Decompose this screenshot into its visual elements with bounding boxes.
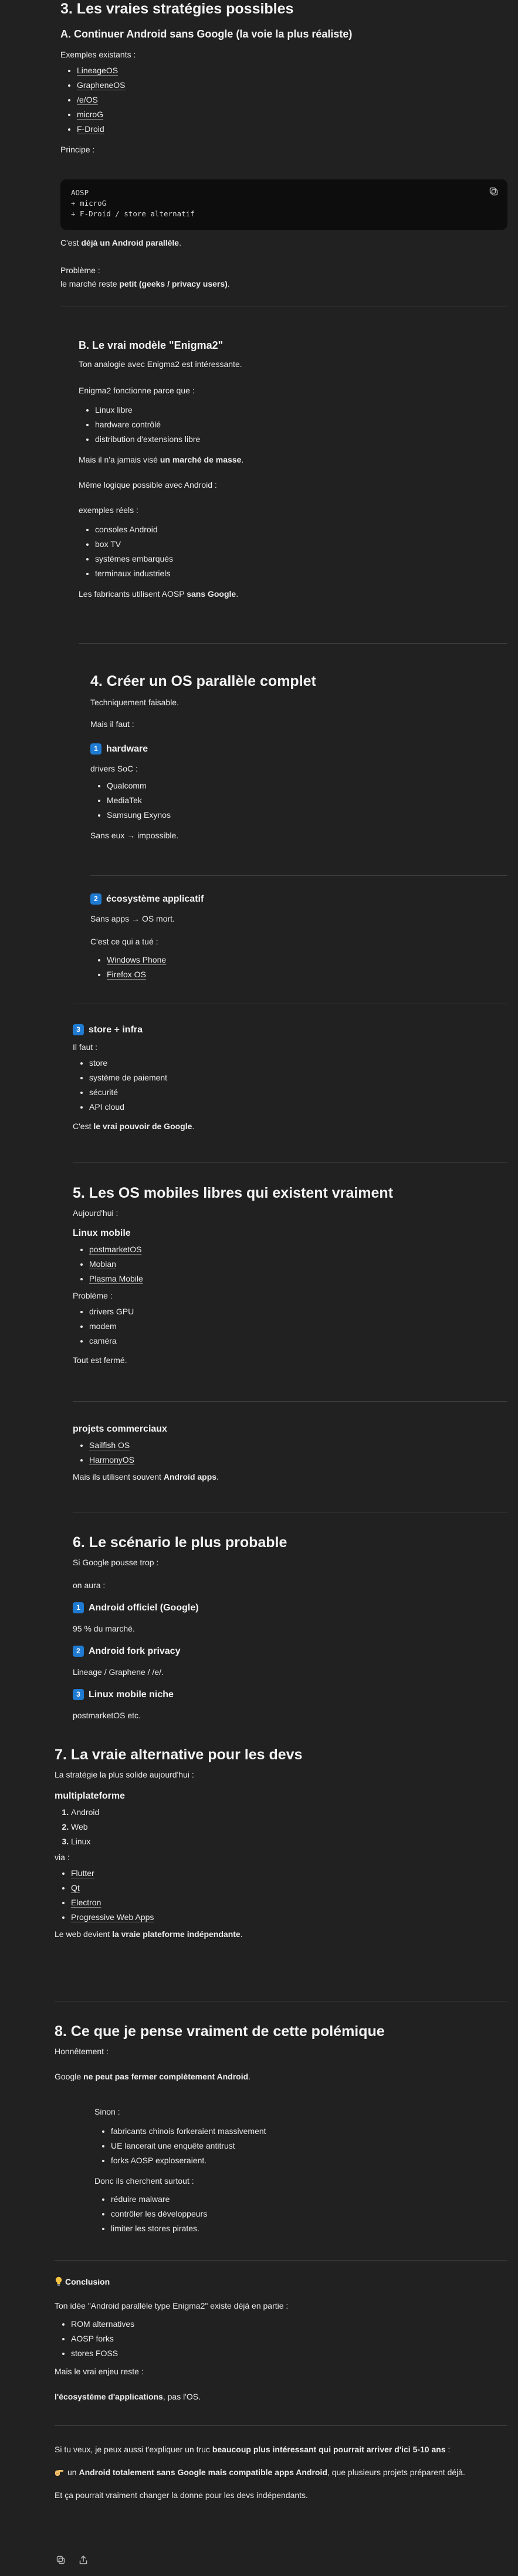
section-4-store <box>73 1024 506 1133</box>
list-item: • hardware contrôlé <box>95 419 506 431</box>
list-item <box>71 1882 506 1894</box>
section-3 <box>60 0 506 156</box>
section-7 <box>55 1746 506 1941</box>
problem-list <box>73 1306 506 1347</box>
problem-label: Problème : <box>73 1291 113 1301</box>
list-item: • UE lancerait une enquête antitrust <box>111 2140 506 2152</box>
section-b-title: B. Le vrai modèle "Enigma2" <box>79 339 224 351</box>
section-8-else <box>94 2106 506 2237</box>
list-item: • AOSP forks <box>71 2333 506 2345</box>
examples-label: Exemples existants : <box>60 49 136 59</box>
linux-list <box>73 1243 506 1285</box>
list-item: 3. Linux <box>71 1836 506 1848</box>
section-3a-title: A. Continuer Android sans Google (la voie la plus réaliste) <box>60 28 353 40</box>
list-item <box>107 954 506 966</box>
list-item: • MediaTek <box>107 794 506 807</box>
list-item <box>77 94 506 106</box>
platform-list <box>55 1806 506 1848</box>
change-text: Et ça pourrait vraiment changer la donne pour les devs indépendants. <box>55 2490 308 2500</box>
divider <box>79 643 507 644</box>
honest-text: Honnêtement : <box>55 2047 109 2057</box>
power-text: C'est le vrai pouvoir de Google. <box>73 1121 195 1131</box>
list-item: • Samsung Exynos <box>107 809 506 821</box>
list-item: • limiter les stores pirates. <box>111 2222 506 2235</box>
list-item <box>71 1867 506 1880</box>
idea-text: Ton idée "Android parallèle type Enigma2" existe déjà en partie : <box>55 2301 289 2311</box>
list-item <box>71 1911 506 1923</box>
number-badge: 3 <box>73 1689 84 1700</box>
section-6 <box>73 1534 506 1722</box>
section-b <box>79 339 506 600</box>
killed-list <box>90 954 506 981</box>
link-grapheneos[interactable]: GrapheneOS <box>77 80 126 90</box>
message-actions <box>56 2555 98 2571</box>
soc-list <box>90 780 506 821</box>
section-5-title: 5. Les OS mobiles libres qui existent vraiment <box>73 1185 394 1201</box>
share-button[interactable] <box>78 2555 90 2567</box>
multiplatform-heading: multiplateforme <box>55 1791 126 1802</box>
option-3-heading: 3 Linux mobile niche <box>73 1689 506 1701</box>
list-item <box>107 968 506 981</box>
works-label: Enigma2 fonctionne parce que : <box>79 386 195 396</box>
closed-text: Tout est fermé. <box>73 1355 127 1365</box>
list-item: • store <box>89 1057 506 1069</box>
today-text: Aujourd'hui : <box>73 1208 119 1218</box>
list-item <box>89 1439 506 1452</box>
stake-text: Mais le vrai enjeu reste : <box>55 2367 144 2377</box>
link-postmarketos[interactable]: postmarketOS <box>89 1245 142 1255</box>
list-item: • fabricants chinois forkeraient massivement <box>111 2125 506 2137</box>
same-logic: Même logique possible avec Android : <box>79 480 217 490</box>
section-8-title: 8. Ce que je pense vraiment de cette polémique <box>55 2023 385 2040</box>
feasible-text: Techniquement faisable. <box>90 698 179 708</box>
list-item <box>89 1243 506 1256</box>
link-fdroid[interactable]: F-Droid <box>77 124 104 134</box>
pointing-hand-icon <box>55 2468 64 2476</box>
android-text: un Android totalement sans Google mais compatible apps Android, que plusieurs projets préparent déjà. <box>55 2466 506 2479</box>
store-list <box>73 1057 506 1113</box>
list-item: • sécurité <box>89 1086 506 1099</box>
divider <box>55 2260 507 2261</box>
want-text: Si tu veux, je peux aussi t'expliquer un truc beaucoup plus intéressant qui pourrait arriver d'ici 5-10 ans : <box>55 2445 451 2454</box>
link-qt[interactable]: Qt <box>71 1883 80 1893</box>
option-1-heading: 1 Android officiel (Google) <box>73 1602 506 1615</box>
section-7-title: 7. La vraie alternative pour les devs <box>55 1746 303 1763</box>
list-item: • drivers GPU <box>89 1306 506 1318</box>
push-text: Si Google pousse trop : <box>73 1558 159 1568</box>
need-text: Mais il faut : <box>90 719 134 729</box>
impossible-text: Sans eux → impossible. <box>90 831 179 841</box>
section-6-title: 6. Le scénario le plus probable <box>73 1534 287 1551</box>
link-flutter[interactable]: Flutter <box>71 1868 94 1878</box>
link-microg[interactable]: microG <box>77 109 104 119</box>
divider <box>73 1162 507 1163</box>
ecosystem-text: l'écosystème d'applications, pas l'OS. <box>55 2392 201 2402</box>
list-item: • consoles Android <box>95 524 506 536</box>
real-label: exemples réels : <box>79 505 138 515</box>
linux-mobile-heading: Linux mobile <box>73 1228 131 1239</box>
option-2-heading: 2 Android fork privacy <box>73 1646 506 1658</box>
link-sailfish-os[interactable]: Sailfish OS <box>89 1440 130 1450</box>
will-have-text: on aura : <box>73 1581 106 1591</box>
section-4-eco <box>90 893 506 983</box>
try-list <box>94 2193 506 2235</box>
else-label: Sinon : <box>94 2107 120 2116</box>
works-list <box>79 404 506 446</box>
makers-text: Les fabricants utilisent AOSP sans Google. <box>79 589 239 599</box>
list-item: 1. Android <box>71 1806 506 1819</box>
list-item: • caméra <box>89 1335 506 1347</box>
option-3-text: postmarketOS etc. <box>73 1710 141 1720</box>
problem-label: Problème : <box>60 266 100 275</box>
list-item: • réduire malware <box>111 2193 506 2205</box>
lightbulb-icon <box>55 2276 63 2286</box>
commercial-heading: projets commerciaux <box>73 1424 167 1434</box>
number-badge: 1 <box>90 743 101 755</box>
often-text: Mais ils utilisent souvent Android apps. <box>73 1471 219 1481</box>
share-icon <box>78 2555 89 2565</box>
divider <box>55 2425 507 2426</box>
number-badge: 3 <box>73 1024 84 1035</box>
list-item: 2. Web <box>71 1821 506 1833</box>
link-harmonyos[interactable]: HarmonyOS <box>89 1454 135 1464</box>
list-item <box>89 1258 506 1270</box>
copy-message-button[interactable] <box>56 2555 67 2567</box>
parts-list <box>55 2318 506 2360</box>
already-text: C'est déjà un Android parallèle. <box>60 238 181 247</box>
list-item: • modem <box>89 1320 506 1333</box>
section-3-title: 3. Les vraies stratégies possibles <box>60 1 294 17</box>
no-apps-text: Sans apps → OS mort. <box>90 913 175 923</box>
link-windows-phone[interactable]: Windows Phone <box>107 954 167 964</box>
copy-code-button[interactable] <box>489 186 499 197</box>
outro <box>55 2444 506 2502</box>
list-item: • systèmes embarqués <box>95 553 506 565</box>
never-text: Mais il n'a jamais visé un marché de masse. <box>79 455 244 465</box>
link-firefox-os[interactable]: Firefox OS <box>107 969 146 979</box>
link-lineageos[interactable]: LineageOS <box>77 65 119 75</box>
link-pwa[interactable]: Progressive Web Apps <box>71 1912 154 1922</box>
code-line: + microG <box>71 199 107 208</box>
soc-label: drivers SoC : <box>90 764 138 774</box>
link-eos[interactable]: /e/OS <box>77 94 98 104</box>
need2-text: Il faut : <box>73 1042 98 1052</box>
list-item <box>71 1897 506 1909</box>
code-block <box>60 179 507 230</box>
number-badge: 1 <box>73 1602 84 1613</box>
code-line: + F-Droid / store alternatif <box>71 209 195 219</box>
list-item: • box TV <box>95 538 506 550</box>
section-4-title: 4. Créer un OS parallèle complet <box>90 673 316 689</box>
list-item <box>89 1273 506 1285</box>
enigma-intro: Ton analogie avec Enigma2 est intéressante. <box>79 359 242 369</box>
commercial-list <box>73 1439 506 1466</box>
list-item <box>89 1454 506 1466</box>
list-item: • Qualcomm <box>107 780 506 792</box>
number-badge: 2 <box>90 893 101 905</box>
list-item: • API cloud <box>89 1101 506 1113</box>
problem-text: le marché reste petit (geeks / privacy users). <box>60 279 230 288</box>
conclusion <box>55 2276 506 2403</box>
else-list <box>94 2125 506 2167</box>
google-text: Google ne peut pas fermer complètement Android. <box>55 2072 251 2082</box>
strategy-text: La stratégie la plus solide aujourd'hui : <box>55 1770 194 1780</box>
section-4 <box>90 672 506 842</box>
list-item: • forks AOSP exploseraient. <box>111 2154 506 2167</box>
list-item: • système de paiement <box>89 1072 506 1084</box>
list-item: • stores FOSS <box>71 2347 506 2360</box>
section-8 <box>55 2023 506 2083</box>
section-3-bottom <box>60 237 506 290</box>
list-item: • terminaux industriels <box>95 567 506 580</box>
killed-label: C'est ce qui a tué : <box>90 936 158 946</box>
list-item: • contrôler les développeurs <box>111 2208 506 2220</box>
copy-icon <box>489 186 499 197</box>
list-item: • ROM alternatives <box>71 2318 506 2330</box>
examples-list <box>60 64 506 135</box>
code-line: AOSP <box>71 188 89 197</box>
link-mobian[interactable]: Mobian <box>89 1259 116 1269</box>
copy-icon <box>56 2555 66 2565</box>
option-2-text: Lineage / Graphene / /e/. <box>73 1667 164 1677</box>
list-item <box>77 123 506 135</box>
via-list <box>55 1867 506 1923</box>
conclusion-heading: Conclusion <box>55 2276 506 2287</box>
section-5 <box>73 1184 506 1367</box>
list-item <box>77 79 506 91</box>
list-item <box>77 64 506 77</box>
link-electron[interactable]: Electron <box>71 1898 101 1908</box>
ecosystem-heading: 2 écosystème applicatif <box>90 893 506 906</box>
option-1-text: 95 % du marché. <box>73 1624 135 1634</box>
list-item <box>77 108 506 121</box>
divider <box>90 875 507 876</box>
try-label: Donc ils cherchent surtout : <box>94 2176 194 2186</box>
number-badge: 2 <box>73 1646 84 1657</box>
divider <box>73 1401 507 1402</box>
list-item: • distribution d'extensions libre <box>95 433 506 446</box>
list-item: • Linux libre <box>95 404 506 416</box>
principle-label: Principe : <box>60 144 95 154</box>
real-list <box>79 524 506 580</box>
hardware-heading: 1 hardware <box>90 743 506 756</box>
web-text: Le web devient la vraie plateforme indépendante. <box>55 1929 243 1939</box>
via-label: via : <box>55 1853 70 1863</box>
link-plasma-mobile[interactable]: Plasma Mobile <box>89 1274 143 1284</box>
store-heading: 3 store + infra <box>73 1024 506 1036</box>
section-5-commercial <box>73 1423 506 1483</box>
